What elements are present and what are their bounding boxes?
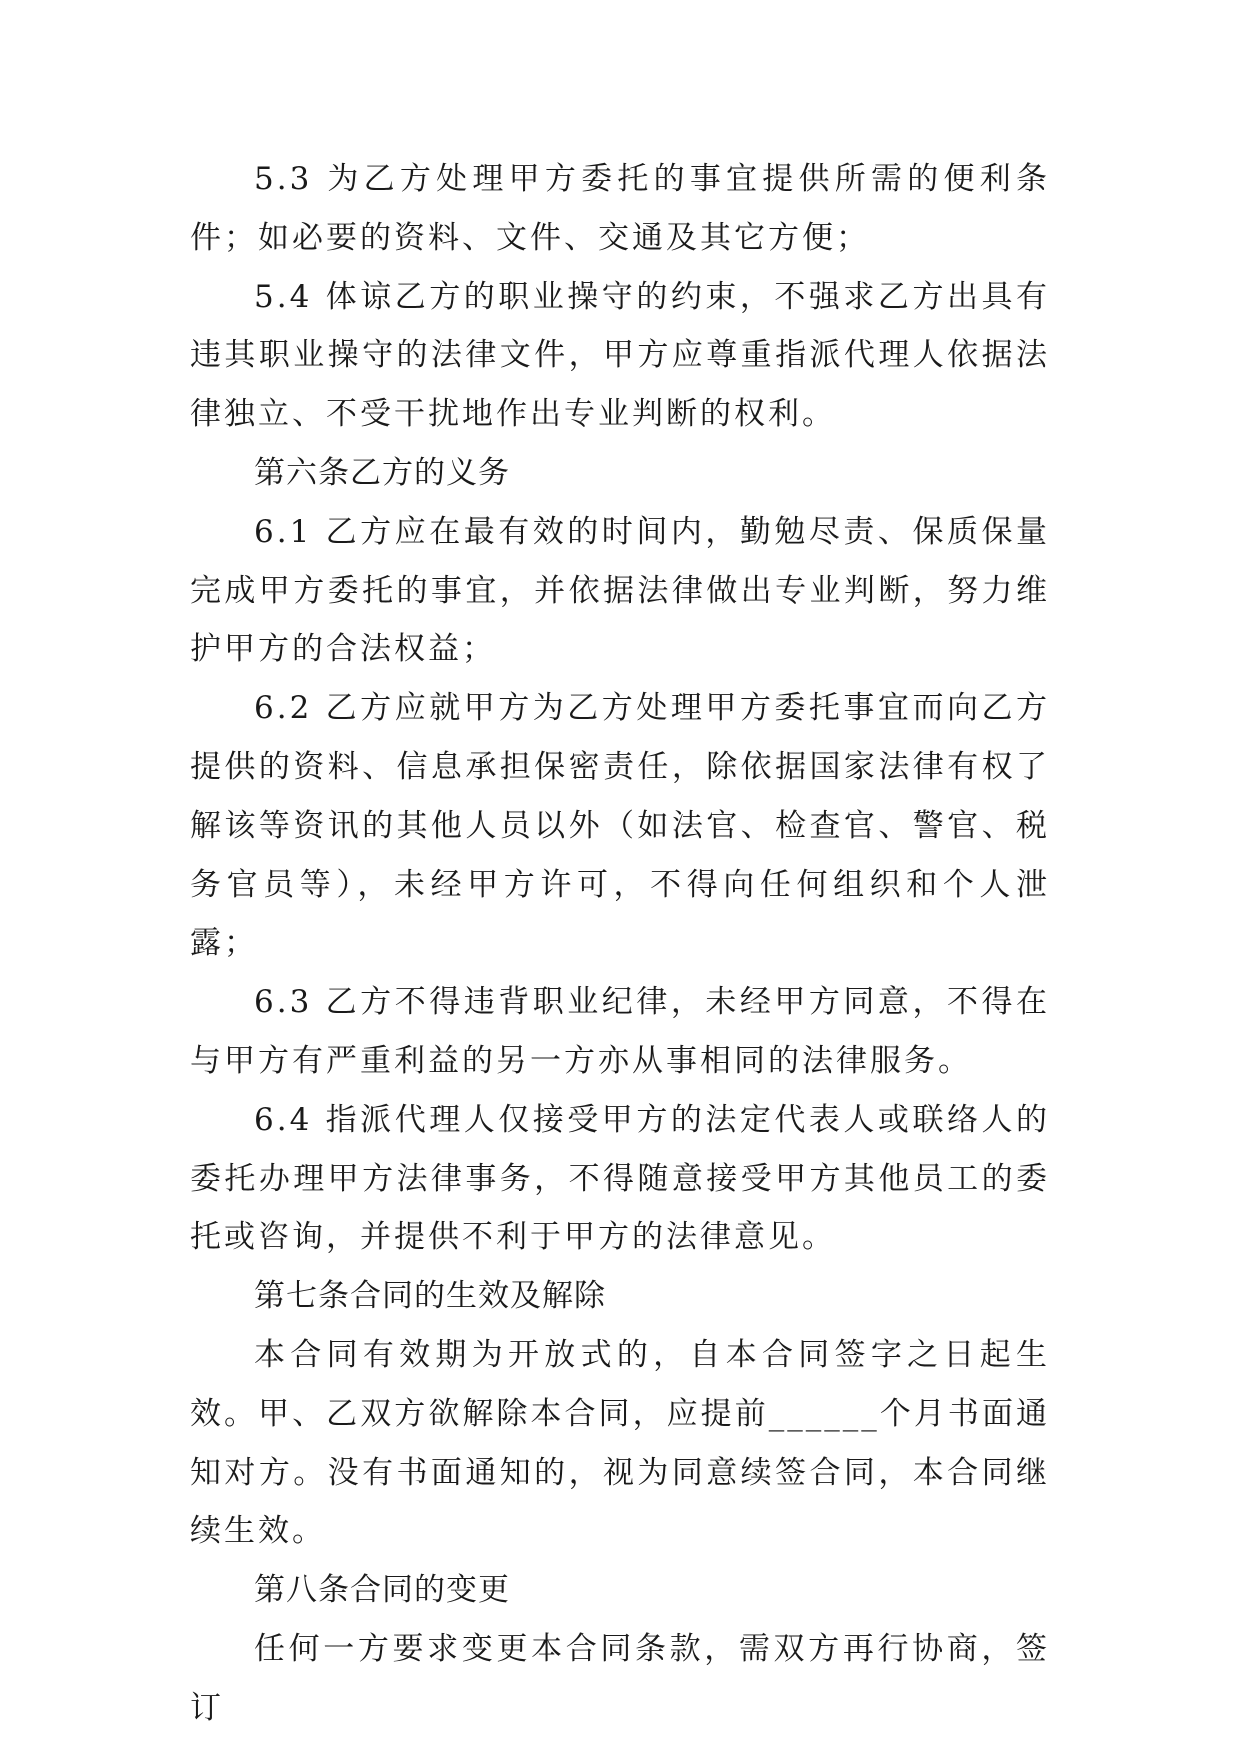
- clause-5-3: 5.3 为乙方处理甲方委托的事宜提供所需的便利条件；如必要的资料、文件、交通及其它方便；: [190, 161, 1050, 256]
- clause-6-1: 6.1 乙方应在最有效的时间内，勤勉尽责、保质保量完成甲方委托的事宜，并依据法律做出专业判断，努力维护甲方的合法权益；: [190, 513, 1050, 668]
- clause-5-4: 5.4 体谅乙方的职业操守的约束，不强求乙方出具有违其职业操守的法律文件，甲方应尊重指派代理人依据法律独立、不受干扰地作出专业判断的权利。: [190, 278, 1050, 433]
- clause-6-4: 6.4 指派代理人仅接受甲方的法定代表人或联络人的委托办理甲方法律事务，不得随意接受甲方其他员工的委托或咨询，并提供不利于甲方的法律意见。: [190, 1101, 1050, 1256]
- clause-6-2: 6.2 乙方应就甲方为乙方处理甲方委托事宜而向乙方提供的资料、信息承担保密责任，除依据国家法律有权了解该等资讯的其他人员以外（如法官、检查官、警官、税务官员等），未经甲方许可，不得向任何组织和个人泄露；: [190, 690, 1050, 962]
- document-body: [190, 150, 1050, 1738]
- clause-6-3: 6.3 乙方不得违背职业纪律，未经甲方同意，不得在与甲方有严重利益的另一方亦从事相同的法律服务。: [190, 984, 1050, 1079]
- article-7-text: 本合同有效期为开放式的，自本合同签字之日起生效。甲、乙双方欲解除本合同，应提前______个月书面通知对方。没有书面通知的，视为同意续签合同，本合同继续生效。: [190, 1336, 1050, 1550]
- article-6-heading: 第六条乙方的义务: [254, 454, 510, 491]
- article-7-heading: 第七条合同的生效及解除: [254, 1278, 606, 1315]
- article-8-text: 任何一方要求变更本合同条款，需双方再行协商，签订: [190, 1630, 1050, 1726]
- article-8-heading: 第八条合同的变更: [254, 1572, 510, 1609]
